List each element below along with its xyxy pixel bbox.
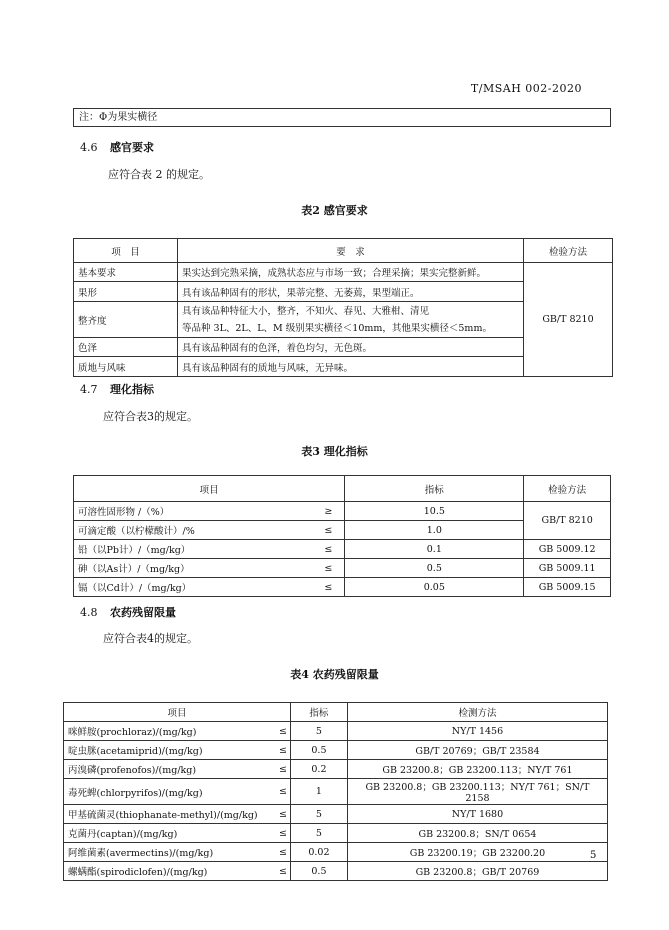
table-cell: 0.5	[290, 862, 347, 881]
table-cell: GB 5009.15	[524, 578, 611, 597]
table-cell-line: 具有该品种特征大小，整齐，不知火、春见、大雅柑、清见	[182, 305, 430, 317]
section-4-8-text: 应符合表4的规定。	[103, 632, 198, 645]
section-4-7-heading	[80, 381, 154, 397]
table-cell: 5	[290, 722, 347, 741]
table-note: 注：Φ为果实横径	[73, 108, 611, 127]
section-title: 农药残留限量	[110, 606, 176, 619]
table-row	[74, 263, 613, 282]
table-cell: 镉（以Cd计）/（mg/kg）	[74, 578, 313, 597]
table3-caption: 表3 理化指标	[301, 445, 368, 458]
table-cell: 10.5	[345, 502, 524, 521]
table-header: 检验方法	[524, 476, 611, 502]
table-cell: ≤	[312, 578, 345, 597]
table-cell: 具有该品种固有的形状，果蒂完整、无萎蔫，果型端正。	[178, 282, 524, 302]
table-cell: GB 23200.8；SN/T 0654	[347, 824, 607, 843]
table-cell: 甲基硫菌灵(thiophanate-methyl)/(mg/kg)	[64, 805, 269, 824]
table-cell: 1.0	[345, 521, 524, 540]
table-cell: 质地与风味	[74, 357, 178, 377]
table2	[73, 238, 613, 377]
table-cell: ≤	[269, 862, 291, 881]
table-cell: ≤	[269, 741, 291, 760]
table-cell: NY/T 1680	[347, 805, 607, 824]
table4-caption: 表4 农药残留限量	[290, 668, 379, 681]
table-row	[64, 824, 608, 843]
table-cell: 可滴定酸（以柠檬酸计）/%	[74, 521, 313, 540]
table-cell: GB 23200.19；GB 23200.20	[347, 843, 607, 862]
table-cell: 0.5	[290, 741, 347, 760]
table-row	[74, 559, 611, 578]
section-4-7-text: 应符合表3的规定。	[103, 410, 198, 423]
table-cell: ≤	[269, 843, 291, 862]
table-cell: 阿维菌素(avermectins)/(mg/kg)	[64, 843, 269, 862]
table-row	[64, 862, 608, 881]
table-cell: 0.2	[290, 760, 347, 779]
table-cell: 克菌丹(captan)/(mg/kg)	[64, 824, 269, 843]
document-code: T/MSAH 002-2020	[470, 82, 582, 95]
section-4-6-heading	[80, 139, 154, 155]
section-4-6-text: 应符合表 2 的规定。	[108, 168, 210, 181]
table-header: 检验方法	[524, 239, 613, 263]
table-cell: ≤	[269, 805, 291, 824]
table-cell: 螺螨酯(spirodiclofen)/(mg/kg)	[64, 862, 269, 881]
table-row	[64, 722, 608, 741]
table-header: 要 求	[178, 239, 524, 263]
section-4-8-heading	[80, 604, 176, 620]
table-cell: ≤	[269, 722, 291, 741]
table-cell: GB 23200.8；GB 23200.113；NY/T 761；SN/T 2158	[347, 779, 607, 805]
table-cell: 0.5	[345, 559, 524, 578]
table-cell: GB 23200.8；GB 23200.113；NY/T 761	[347, 760, 607, 779]
section-number: 4.8	[80, 606, 98, 619]
table-cell: 咪鲜胺(prochloraz)/(mg/kg)	[64, 722, 269, 741]
table-cell: 5	[290, 824, 347, 843]
table-header: 项 目	[74, 239, 178, 263]
table-cell: 铅（以Pb计）/（mg/kg）	[74, 540, 313, 559]
table-cell: ≤	[269, 779, 291, 805]
table-row	[74, 578, 611, 597]
table-cell: 丙溴磷(profenofos)/(mg/kg)	[64, 760, 269, 779]
table-row	[74, 540, 611, 559]
table-cell: GB/T 20769；GB/T 23584	[347, 741, 607, 760]
section-title: 理化指标	[110, 383, 154, 396]
table-cell: ≥	[312, 502, 345, 521]
table2-caption: 表2 感官要求	[301, 204, 368, 217]
table-cell: 0.02	[290, 843, 347, 862]
table-cell: 具有该品种固有的质地与风味，无异味。	[178, 357, 524, 377]
table-cell	[178, 302, 524, 338]
table-cell: 色泽	[74, 338, 178, 357]
table4	[63, 702, 608, 881]
section-number: 4.6	[80, 141, 98, 154]
table-cell: 1	[290, 779, 347, 805]
table-cell: GB 23200.8；GB/T 20769	[347, 862, 607, 881]
table-cell: ≤	[312, 521, 345, 540]
table-cell: GB 5009.11	[524, 559, 611, 578]
table-cell-line: 等品种 3L、2L、L、M 级别果实横径＜10mm，其他果实横径＜5mm。	[182, 322, 492, 334]
table-cell: 整齐度	[74, 302, 178, 338]
table-row	[64, 779, 608, 805]
table-cell: 啶虫脒(acetamiprid)/(mg/kg)	[64, 741, 269, 760]
page-number: 5	[590, 850, 597, 861]
table-cell: 5	[290, 805, 347, 824]
table-row	[64, 760, 608, 779]
table-cell: 0.05	[345, 578, 524, 597]
table-row	[74, 502, 611, 521]
table-header: 项目	[64, 703, 291, 722]
table-cell: 毒死蜱(chlorpyrifos)/(mg/kg)	[64, 779, 269, 805]
table-cell: ≤	[269, 760, 291, 779]
table-cell: GB/T 8210	[524, 263, 613, 377]
table-row	[64, 843, 608, 862]
table-header: 指标	[345, 476, 524, 502]
table-cell: GB/T 8210	[524, 502, 611, 540]
table-header: 检测方法	[347, 703, 607, 722]
table-cell: 基本要求	[74, 263, 178, 282]
table-header: 项目	[74, 476, 345, 502]
table-cell: 砷（以As计）/（mg/kg）	[74, 559, 313, 578]
table-cell: NY/T 1456	[347, 722, 607, 741]
table-row	[64, 741, 608, 760]
section-title: 感官要求	[110, 141, 154, 154]
table-cell: 果形	[74, 282, 178, 302]
table-cell: ≤	[312, 540, 345, 559]
table-cell: 具有该品种固有的色泽，着色均匀，无色斑。	[178, 338, 524, 357]
table-cell: ≤	[269, 824, 291, 843]
table-cell: 果实达到完熟采摘，成熟状态应与市场一致；合理采摘；果实完整新鲜。	[178, 263, 524, 282]
table-cell: 0.1	[345, 540, 524, 559]
table-row	[64, 805, 608, 824]
table-header: 指标	[290, 703, 347, 722]
table-cell: 可溶性固形物 /（%）	[74, 502, 313, 521]
table3	[73, 475, 611, 597]
section-number: 4.7	[80, 383, 98, 396]
table-cell: GB 5009.12	[524, 540, 611, 559]
table-cell: ≤	[312, 559, 345, 578]
